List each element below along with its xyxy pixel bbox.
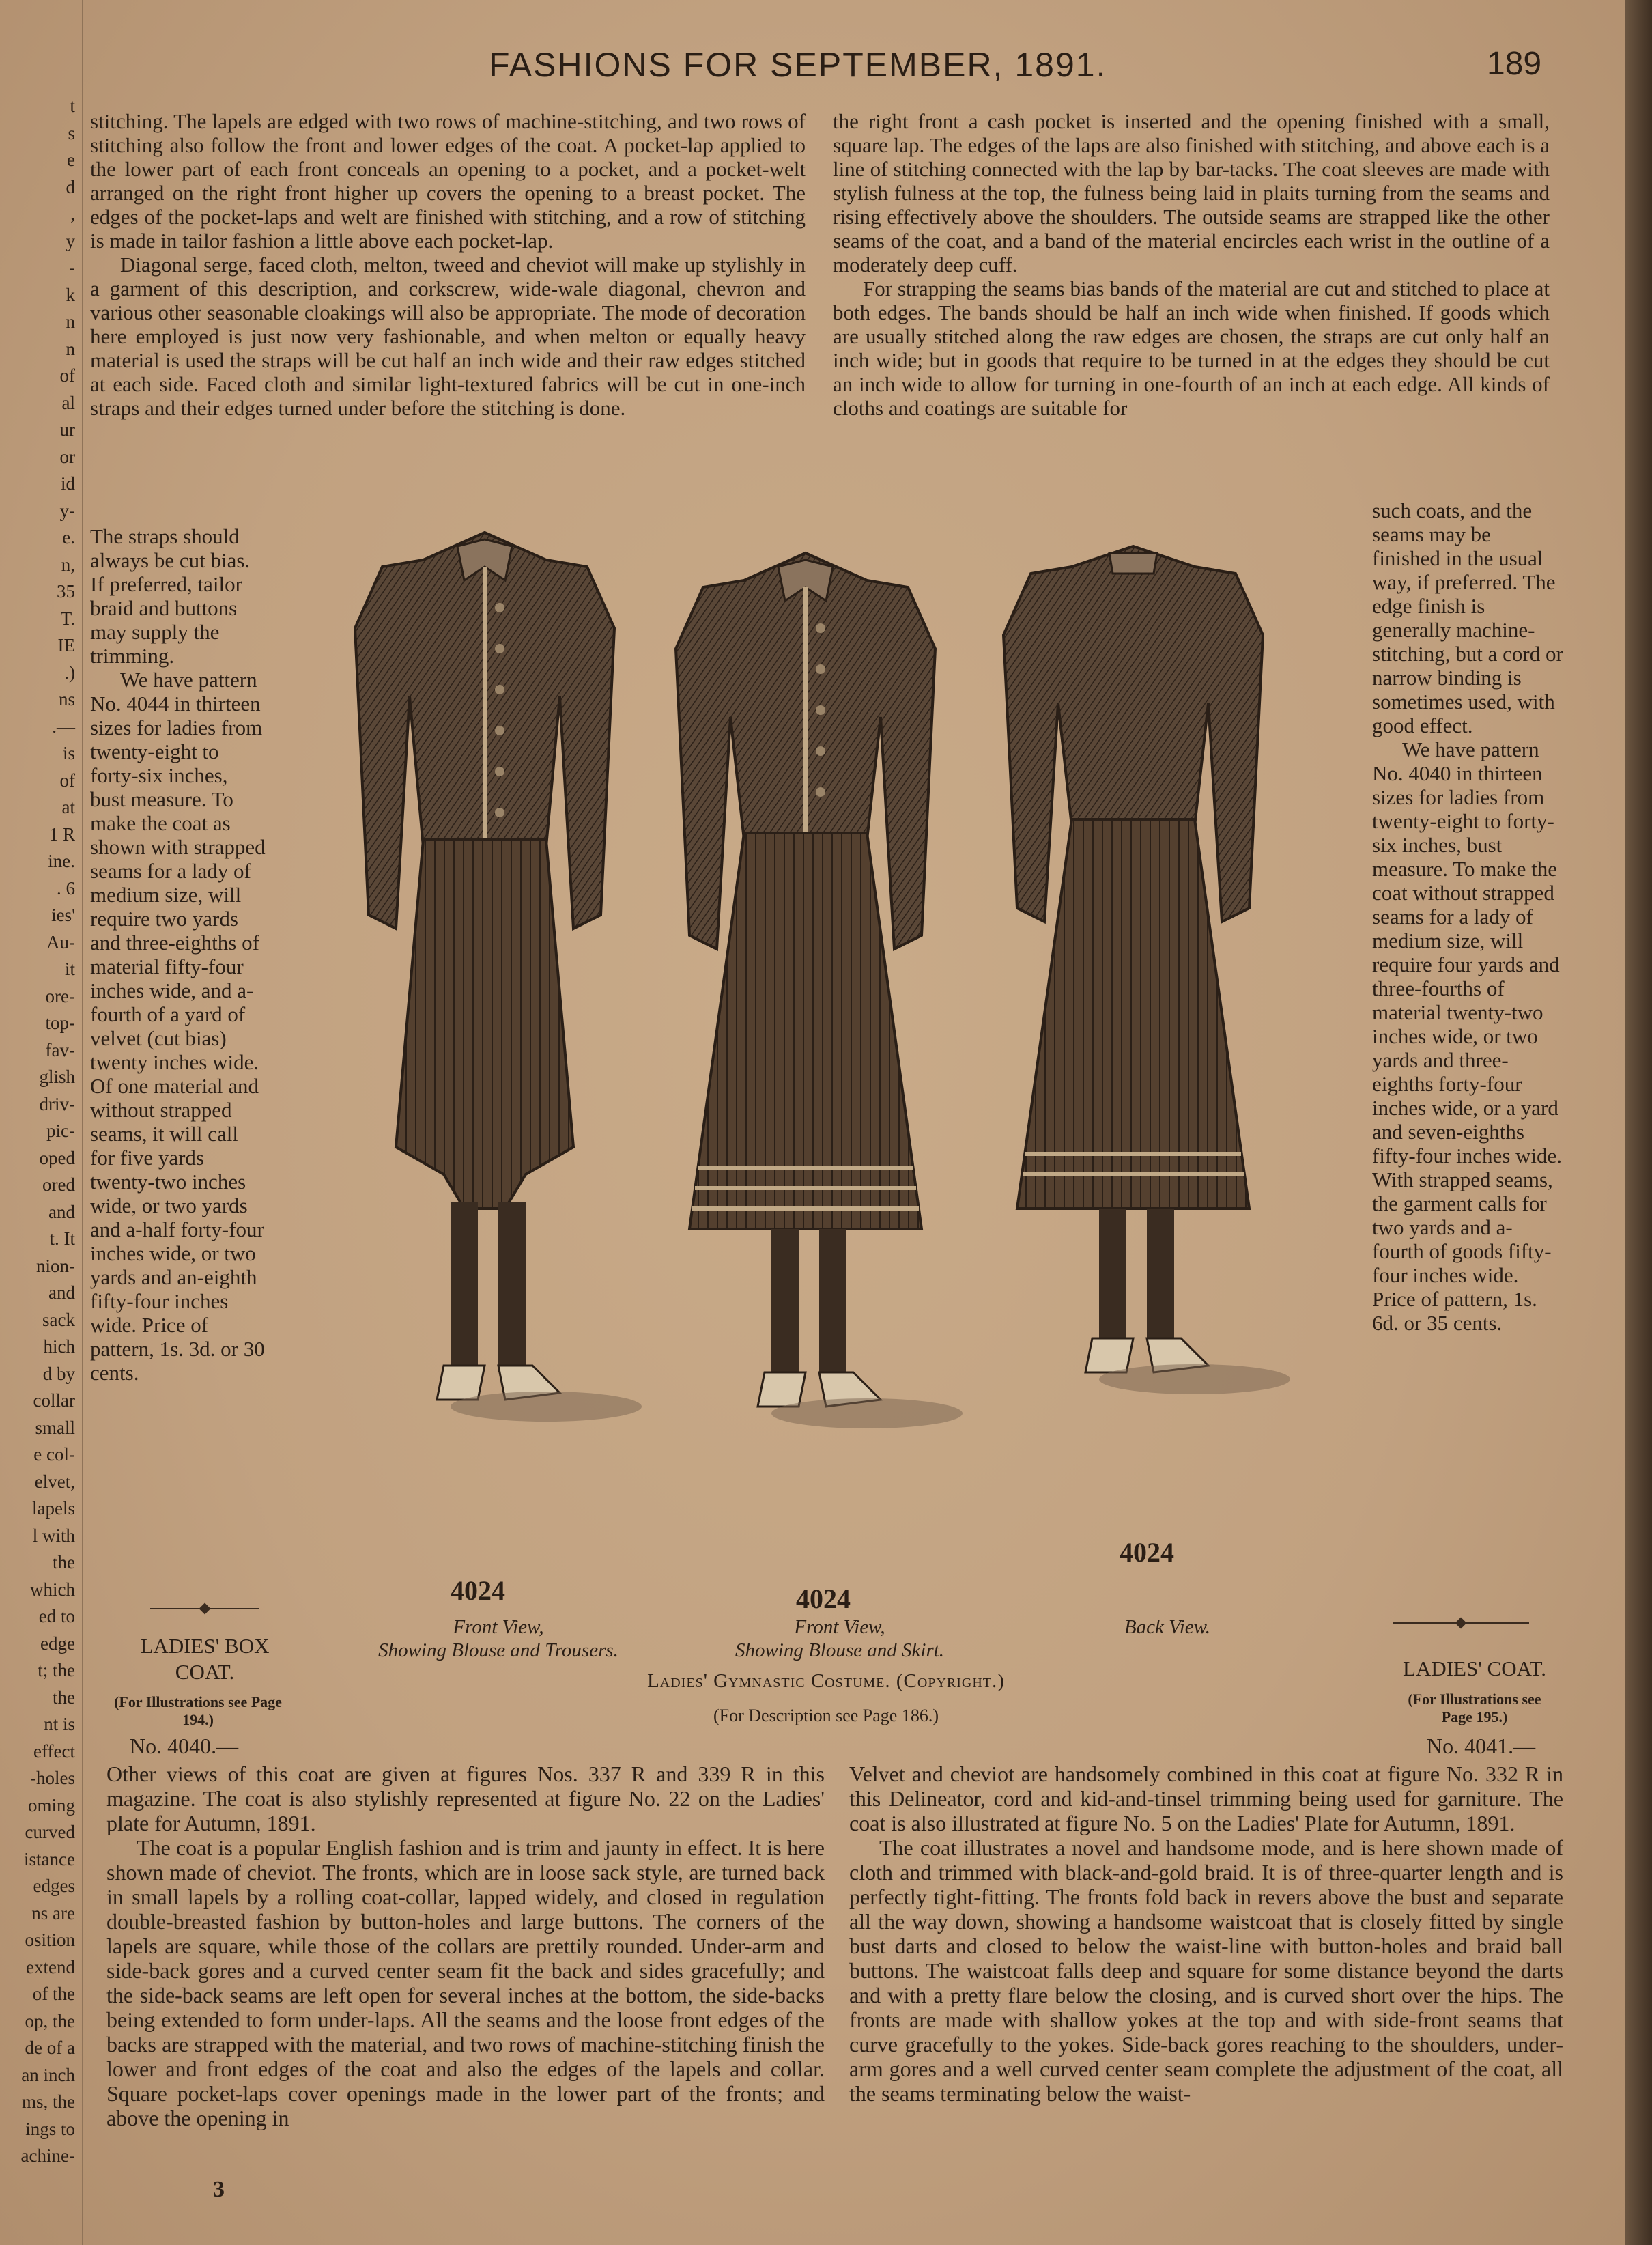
figure-front-trousers [355, 533, 642, 1422]
margin-fragment: edges [33, 1876, 75, 1896]
margin-fragment: of [59, 769, 75, 791]
paragraph: We have pattern No. 4044 in thirteen sizes for ladies from twenty-eight to forty-six inches, bust measure. To make the coat as shown with strapped seams for a lady of medium size, will require two yards and three-eighths of material fifty-four inches wide, and a-fourth of a yard of velvet (cut bias) twenty inches wide. Of one material and without strapped seams, it will call for five yards twenty-two inches wide, or two yards and a-half forty-four inches wide, or two yards and an-eighth fifty-four inches wide. Price of pattern, 1s. 3d. or 30 cents. [90, 668, 266, 1385]
margin-fragment: small [35, 1417, 75, 1438]
book-spine [1625, 0, 1652, 2245]
article-title: LADIES' COAT. [1403, 1656, 1546, 1680]
figure-front-skirt [676, 553, 963, 1428]
margin-fragment: oped [39, 1147, 75, 1168]
margin-fragment: 35 [57, 581, 75, 602]
margin-fragment: hich [43, 1336, 75, 1357]
margin-fragment: n [66, 338, 75, 359]
margin-fragment: elvet, [34, 1471, 75, 1492]
margin-fragment: op, the [25, 2010, 75, 2031]
margin-fragment: glish [39, 1067, 75, 1087]
margin-fragment: d [66, 176, 75, 197]
right-article-body [849, 1762, 1563, 2106]
margin-fragment: -holes [30, 1768, 75, 1788]
margin-fragment: fav- [45, 1039, 75, 1060]
paragraph: We have pattern No. 4040 in thirteen sizes for ladies from twenty-eight to forty-six inches, bust measure. To make the coat without strapped seams for a lady of medium size, will require four yards and three-fourths of material twenty-two inches wide, or two yards and three-eighths forty-four inches wide, or a yard and seven-eighths fifty-four inches wide. With strapped seams, the garment calls for two yards and a-fourth of goods fifty-four inches wide. Price of pattern, 1s. 6d. or 35 cents. [1372, 737, 1563, 1335]
margin-fragment: ns [58, 689, 75, 709]
top-right-column [833, 109, 1550, 420]
margin-fragment: of the [32, 1983, 75, 2004]
paragraph: The coat is a popular English fashion and is trim and jaunty in effect. It is here shown made of cheviot. The fronts, which are in loose sack style, are turned back in small lapels by a rolling coat-collar, lapped widely, and closed in regulation double-breasted fashion by button-holes and large buttons. The corners of the lapels are square, while those of the collars are prettily rounded. Under-arm and side-back gores and a curved center seam fit the back and sides gracefully; and the side-back seams are left open for several inches at the bottom, the side-backs being extended to form under-laps. All the seams and the loose front edges of the backs are strapped with the material, and two rows of machine-stitching finish the lower and front edges of the coat and also the edges of the lapels and collar. Square pocket-laps cover openings made in the lower part of the fronts; and above the opening in [106, 1835, 825, 2130]
margin-fragment: t [70, 96, 75, 116]
margin-fragment: t; the [38, 1660, 75, 1680]
margin-fragment: s [68, 122, 75, 143]
margin-fragment: ms, the [22, 2091, 75, 2112]
paragraph: the right front a cash pocket is inserted and the opening finished with a small, square lap. The edges of the laps are also finished with stitching, and above each is a line of stitching connected with the lap by bar-tacks. The coat sleeves are made with stylish fulness at the top, the fulness being laid in plaits turning from the seams and rising effectively above the shoulders. The outside seams are strapped like the other seams of the coat, and a band of the material encircles each wrist in the outline of a moderately deep cuff. [833, 109, 1550, 277]
margin-fragment: is [62, 743, 75, 763]
caption-line: Showing Blouse and Skirt. [735, 1639, 945, 1661]
margin-fragment: .) [64, 662, 75, 683]
paragraph: stitching. The lapels are edged with two rows of machine-stitching, and two rows of stitching also follow the front and lower edges of the coat. A pocket-lap applied to the lower part of each front conceals an opening to a pocket, and a pocket-welt arranged on the right front higher up covers the opening to a breast pocket. The edges of the pocket-laps and welt are finished with stitching, and a row of stitching is made in tailor fashion a little above each pocket-lap. [90, 109, 806, 253]
margin-fragment: top- [45, 1013, 75, 1033]
margin-fragment: edge [40, 1633, 75, 1654]
margin-fragment: ored [42, 1174, 75, 1195]
margin-fragment: sack [42, 1309, 75, 1330]
margin-fragment: collar [33, 1390, 75, 1411]
caption-line: Showing Blouse and Trousers. [378, 1639, 618, 1661]
margin-fragment: T. [60, 608, 75, 629]
margin-fragment: .— [52, 716, 75, 737]
margin-fragment: de of a [25, 2037, 75, 2058]
margin-fragment: nt is [44, 1714, 75, 1734]
paragraph: such coats, and the seams may be finished in the usual way, if preferred. The edge finish is generally machine-stitching, but a cord or narrow binding is sometimes used, with good effect. [1372, 498, 1563, 737]
margin-fragment: e col- [33, 1444, 75, 1465]
figure-number: 4024 [1120, 1537, 1174, 1568]
page-number: 189 [1487, 46, 1542, 82]
margin-fragment: y [66, 230, 75, 251]
margin-fragment: osition [25, 1930, 75, 1950]
margin-fragment: curved [25, 1822, 75, 1842]
margin-fragment: y- [59, 500, 75, 521]
previous-page-margin [0, 0, 83, 2245]
margin-fragment: n, [61, 554, 75, 575]
margin-fragment: ies' [51, 905, 75, 925]
margin-fragment: lapels [32, 1498, 75, 1519]
title-line: COAT. [175, 1660, 235, 1684]
margin-fragment: or [59, 446, 75, 467]
margin-fragment: at [61, 797, 75, 817]
margin-fragment: ine. [48, 851, 75, 871]
margin-fragment: Au- [46, 931, 75, 952]
margin-fragment: the [53, 1686, 75, 1708]
page-header [0, 45, 1625, 93]
figure-caption [1065, 1615, 1270, 1639]
margin-fragment: nion- [36, 1255, 75, 1276]
margin-fragment: ed to [38, 1606, 75, 1626]
margin-fragment: effect [33, 1740, 75, 1762]
margin-fragment: driv- [39, 1093, 75, 1114]
margin-fragment: extend [26, 1956, 75, 1977]
margin-fragment: 1 R [48, 823, 75, 845]
signature-mark: 3 [213, 2177, 225, 2202]
illustrations-note: (For Illustrations see Page 194.) [114, 1693, 282, 1728]
margin-fragment: , [70, 203, 75, 224]
margin-fragment: and [48, 1201, 75, 1222]
margin-fragment: l with [32, 1525, 75, 1546]
left-article-body [106, 1762, 825, 2130]
pattern-number: No. 4041.— [1427, 1734, 1536, 1758]
paragraph: For strapping the seams bias bands of the material are cut and stitched to place at both edges. The bands should be half an inch wide when finished. If goods which are usually stitched along the raw edges are chosen, the straps are cut only half an inch wide; but in goods that require to be turned in at the edges they should be cut an inch wide to allow for turning in one-fourth of an inch at each edge. All kinds of cloths and coatings are suitable for [833, 277, 1550, 420]
figure-caption [341, 1615, 655, 1662]
section-divider [150, 1608, 259, 1609]
figure-caption [683, 1615, 997, 1662]
figure-number: 4024 [796, 1583, 851, 1614]
caption-line: Front View, [453, 1616, 544, 1638]
margin-fragment: e. [62, 527, 75, 548]
illustrations-note: (For Illustrations see Page 195.) [1408, 1691, 1541, 1725]
right-narrow-column [1372, 498, 1563, 1335]
margin-fragment: achine- [20, 2145, 75, 2166]
pattern-number: No. 4040.— [130, 1734, 239, 1758]
margin-fragment: . 6 [57, 877, 75, 899]
article-title [96, 1633, 314, 1685]
margin-fragment: ns are [31, 1902, 75, 1923]
plate-description: (For Description see Page 186.) [713, 1706, 939, 1725]
margin-fragment: ore- [45, 985, 75, 1006]
caption-line: Back View. [1124, 1616, 1211, 1638]
margin-fragment: n [66, 311, 75, 332]
margin-fragment: d by [42, 1363, 75, 1384]
margin-fragment: al [61, 392, 75, 413]
paragraph: Diagonal serge, faced cloth, melton, tweed and cheviot will make up stylishly in a garment of this description, and corkscrew, wide-wale diagonal, chevron and various other seasonable cloakings will also be appropriate. The mode of decoration here employed is just now very fashionable, and when melton or equally heavy material is used the straps will be cut half an inch wide and their raw edges stitched at each side. Faced cloth and similar light-textured fabrics will be cut in one-inch straps and their edges turned under before the stitching is done. [90, 253, 806, 420]
title-line: LADIES' BOX [140, 1634, 270, 1658]
margin-fragment: ings to [25, 2118, 75, 2139]
left-narrow-column [90, 524, 266, 1385]
caption-line: Front View, [794, 1616, 885, 1638]
margin-fragment: an inch [21, 2064, 75, 2085]
margin-fragment: ur [59, 419, 75, 440]
paragraph: Other views of this coat are given at figures Nos. 337 R and 339 R in this magazine. The coat is also stylishly represented at figure No. 22 on the Ladies' plate for Autumn, 1891. [106, 1762, 825, 1835]
margin-fragment: it [64, 959, 75, 979]
plate-caption: Ladies' Gymnastic Costume. (Copyright.) [647, 1670, 1005, 1692]
top-left-column [90, 109, 806, 420]
margin-fragment: IE [57, 635, 75, 655]
margin-fragment: - [69, 257, 75, 278]
figure-number: 4024 [451, 1575, 505, 1606]
margin-fragment: and [48, 1282, 75, 1303]
margin-fragment: t. It [49, 1228, 75, 1249]
margin-fragment: e [67, 150, 75, 170]
paragraph: The coat illustrates a novel and handsome mode, and is here shown made of cloth and trimmed with black-and-gold braid. It is of three-quarter length and is perfectly tight-fitting. The fronts fold back in revers above the bust and separate all the way down, showing a handsome waistcoat that is closely fitted by single bust darts and closed to below the waist-line with button-holes and braid ball buttons. The waistcoat falls deep and square for some distance beyond the darts and with a pretty flare below the closing, and is curved short over the hips. The fronts are made with shallow yokes at the top and with side-front seams that curve gracefully to the yokes. Side-back gores reaching to the shoulders, under-arm gores and a well curved center seam complete the adjustment of the coat, all the seams terminating below the waist- [849, 1835, 1563, 2106]
margin-fragment: which [30, 1579, 75, 1600]
section-divider [1393, 1622, 1529, 1624]
margin-fragment: of [59, 365, 75, 386]
margin-fragment: pic- [46, 1120, 75, 1141]
figure-back-view [1003, 546, 1290, 1394]
paragraph: Velvet and cheviot are handsomely combined in this coat at figure No. 332 R in this Delineator, cord and kid-and-tinsel trimming being used for garniture. The coat is also illustrated at figure No. 5 on the Ladies' Plate for Autumn, 1891. [849, 1762, 1563, 1835]
paragraph: The straps should always be cut bias. If preferred, tailor braid and buttons may supply the trimming. [90, 524, 251, 668]
gymnastic-costume-illustration [300, 519, 1365, 1543]
running-title: FASHIONS FOR SEPTEMBER, 1891. [489, 46, 1107, 84]
margin-fragment: id [60, 473, 75, 494]
margin-fragment: k [66, 284, 75, 305]
margin-fragment: the [53, 1552, 75, 1572]
margin-fragment: istance [24, 1848, 75, 1869]
margin-fragment: oming [27, 1794, 75, 1816]
